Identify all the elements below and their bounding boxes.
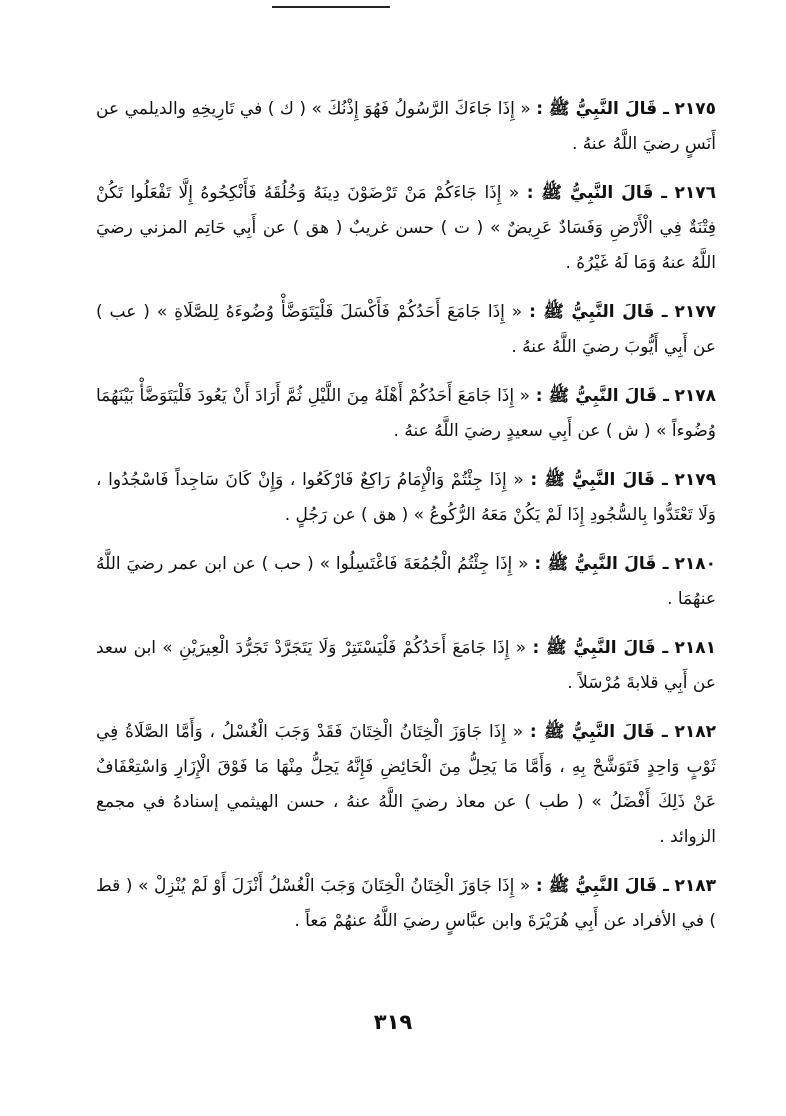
hadith-2181	[96, 631, 716, 701]
hadith-2175	[96, 92, 716, 162]
hadith-number: ٢١٨٣	[674, 876, 717, 896]
top-rule	[272, 6, 390, 8]
hadith-2178	[96, 379, 716, 449]
hadith-text: « إِذَا جِئْتُمْ وَالْإِمَامُ رَاكِعٌ فَارْكَعُوا ، وَإِنْ كَانَ سَاجِداً فَاسْجُدُوا ، وَلَا تَعْتَدُّوا بِالسُّجُودِ إِذَا لَمْ يَكُنْ مَعَهُ الرُّكُوعُ » ( هق ) عن رَجُلٍ .	[96, 470, 716, 525]
hadith-text: « إِذَا جَاوَزَ الْخِتَانُ الْخِتَانَ وَجَبَ الْغُسْلُ أَنْزَلَ أَوْ لَمْ يُنْزِلْ » ( قط ) في الأفراد عن أَبِي هُرَيْرَةَ وابن عبَّاسٍ رضيَ اللَّهُ عنهُمْ مَعاً .	[96, 876, 716, 931]
hadith-2179	[96, 463, 716, 533]
page-body	[96, 92, 716, 953]
hadith-text: « إِذَا جَامَعَ أَحَدُكُمْ فَلْيَسْتَتِرْ وَلَا يَتَجَرَّدْ تَجَرُّدَ الْعِيرَيْنِ » ابن سعد عن أَبِي قلابةَ مُرْسَلاً .	[96, 638, 716, 693]
hadith-2182	[96, 715, 716, 855]
hadith-lead: ـ قَالَ النَّبِيُّ ﷺ :	[535, 876, 669, 896]
hadith-number: ٢١٧٧	[674, 302, 717, 322]
hadith-number: ٢١٨٢	[674, 722, 717, 742]
hadith-text: « إِذَا جَامَعَ أَحَدُكُمْ أَهْلَهُ مِنَ اللَّيْلِ ثُمَّ أَرَادَ أَنْ يَعُودَ فَلْيَتَوَضَّأْ بَيْنَهُمَا وُضُوءاً » ( ش ) عن أَبِي سعيدٍ رضيَ اللَّهُ عنهُ .	[96, 386, 716, 441]
hadith-lead: ـ قَالَ النَّبِيُّ ﷺ :	[536, 99, 669, 119]
hadith-number: ٢١٨٠	[674, 554, 717, 574]
hadith-lead: ـ قَالَ النَّبِيُّ ﷺ :	[529, 722, 668, 742]
hadith-number: ٢١٧٩	[674, 470, 717, 490]
hadith-text: « إِذَا جَامَعَ أَحَدُكُمْ فَأَكْسَلَ فَلْيَتَوَضَّأْ وُضُوءَهُ لِلصَّلَاةِ » ( عب ) عن أَبِي أَيُّوبَ رضيَ اللَّهُ عنهُ .	[96, 302, 716, 357]
hadith-text: « إِذَا جَاءَكُمْ مَنْ تَرْضَوْنَ دِينَهُ وَخُلُقَهُ فَأَنْكِحُوهُ إِلَّا تَفْعَلُوا تَكُنْ فِتْنَةٌ فِي الْأَرْضِ وَفَسَادٌ عَرِيضٌ » ( ت ) حسن غريبٌ ( هق ) عن أَبِي حَاتِم المزني رضيَ اللَّهُ عنهُ وَمَا لَهُ غَيْرُهُ .	[96, 183, 716, 273]
hadith-lead: ـ قَالَ النَّبِيُّ ﷺ :	[535, 386, 669, 406]
hadith-text: « إِذَا جَاوَزَ الْخِتَانُ الْخِتَانَ فَقَدْ وَجَبَ الْغُسْلُ ، وَأَمَّا الصَّلَاةُ فِي ثَوْبٍ وَاحِدٍ فَتَوَشَّحْ بِهِ ، وَأَمَّا مَا يَحِلُّ مِنَ الْحَائِضِ فَإِنَّهُ يَحِلُّ مِنْهَا مَا فَوْقَ الْإِزَارِ وَاسْتِعْفَافٌ عَنْ ذَلِكَ أَفْضَلُ » ( طب ) عن معاذ رضيَ اللَّهُ عنهُ ، حسن الهيثمي إسنادهُ في مجمع الزوائد .	[96, 722, 716, 847]
hadith-number: ٢١٧٦	[674, 183, 717, 203]
hadith-number: ٢١٧٨	[674, 386, 716, 406]
hadith-text: « إِذَا جِئْتُمُ الْجُمُعَةَ فَاغْتَسِلُوا » ( حب ) عن ابن عمر رضيَ اللَّهُ عنهُمَا .	[96, 554, 716, 609]
hadith-text: « إِذَا جَاءَكَ الرَّسُولُ فَهُوَ إِذْنُكَ » ( ك ) في تَارِيخِهِ والديلمي عن أَنَسٍ رضيَ اللَّهُ عنهُ .	[96, 99, 716, 154]
hadith-lead: ـ قَالَ النَّبِيُّ ﷺ :	[530, 470, 668, 490]
page-number: ٣١٩	[373, 1010, 413, 1034]
hadith-lead: ـ قَالَ النَّبِيُّ ﷺ :	[526, 183, 668, 203]
hadith-number: ٢١٧٥	[674, 99, 716, 119]
hadith-2177	[96, 295, 716, 365]
hadith-lead: ـ قَالَ النَّبِيُّ ﷺ :	[534, 554, 669, 574]
hadith-lead: ـ قَالَ النَّبِيُّ ﷺ :	[532, 638, 669, 658]
hadith-2183	[96, 869, 716, 939]
hadith-number: ٢١٨١	[674, 638, 717, 658]
hadith-2176	[96, 176, 716, 281]
hadith-2180	[96, 547, 716, 617]
hadith-lead: ـ قَالَ النَّبِيُّ ﷺ :	[529, 302, 668, 322]
